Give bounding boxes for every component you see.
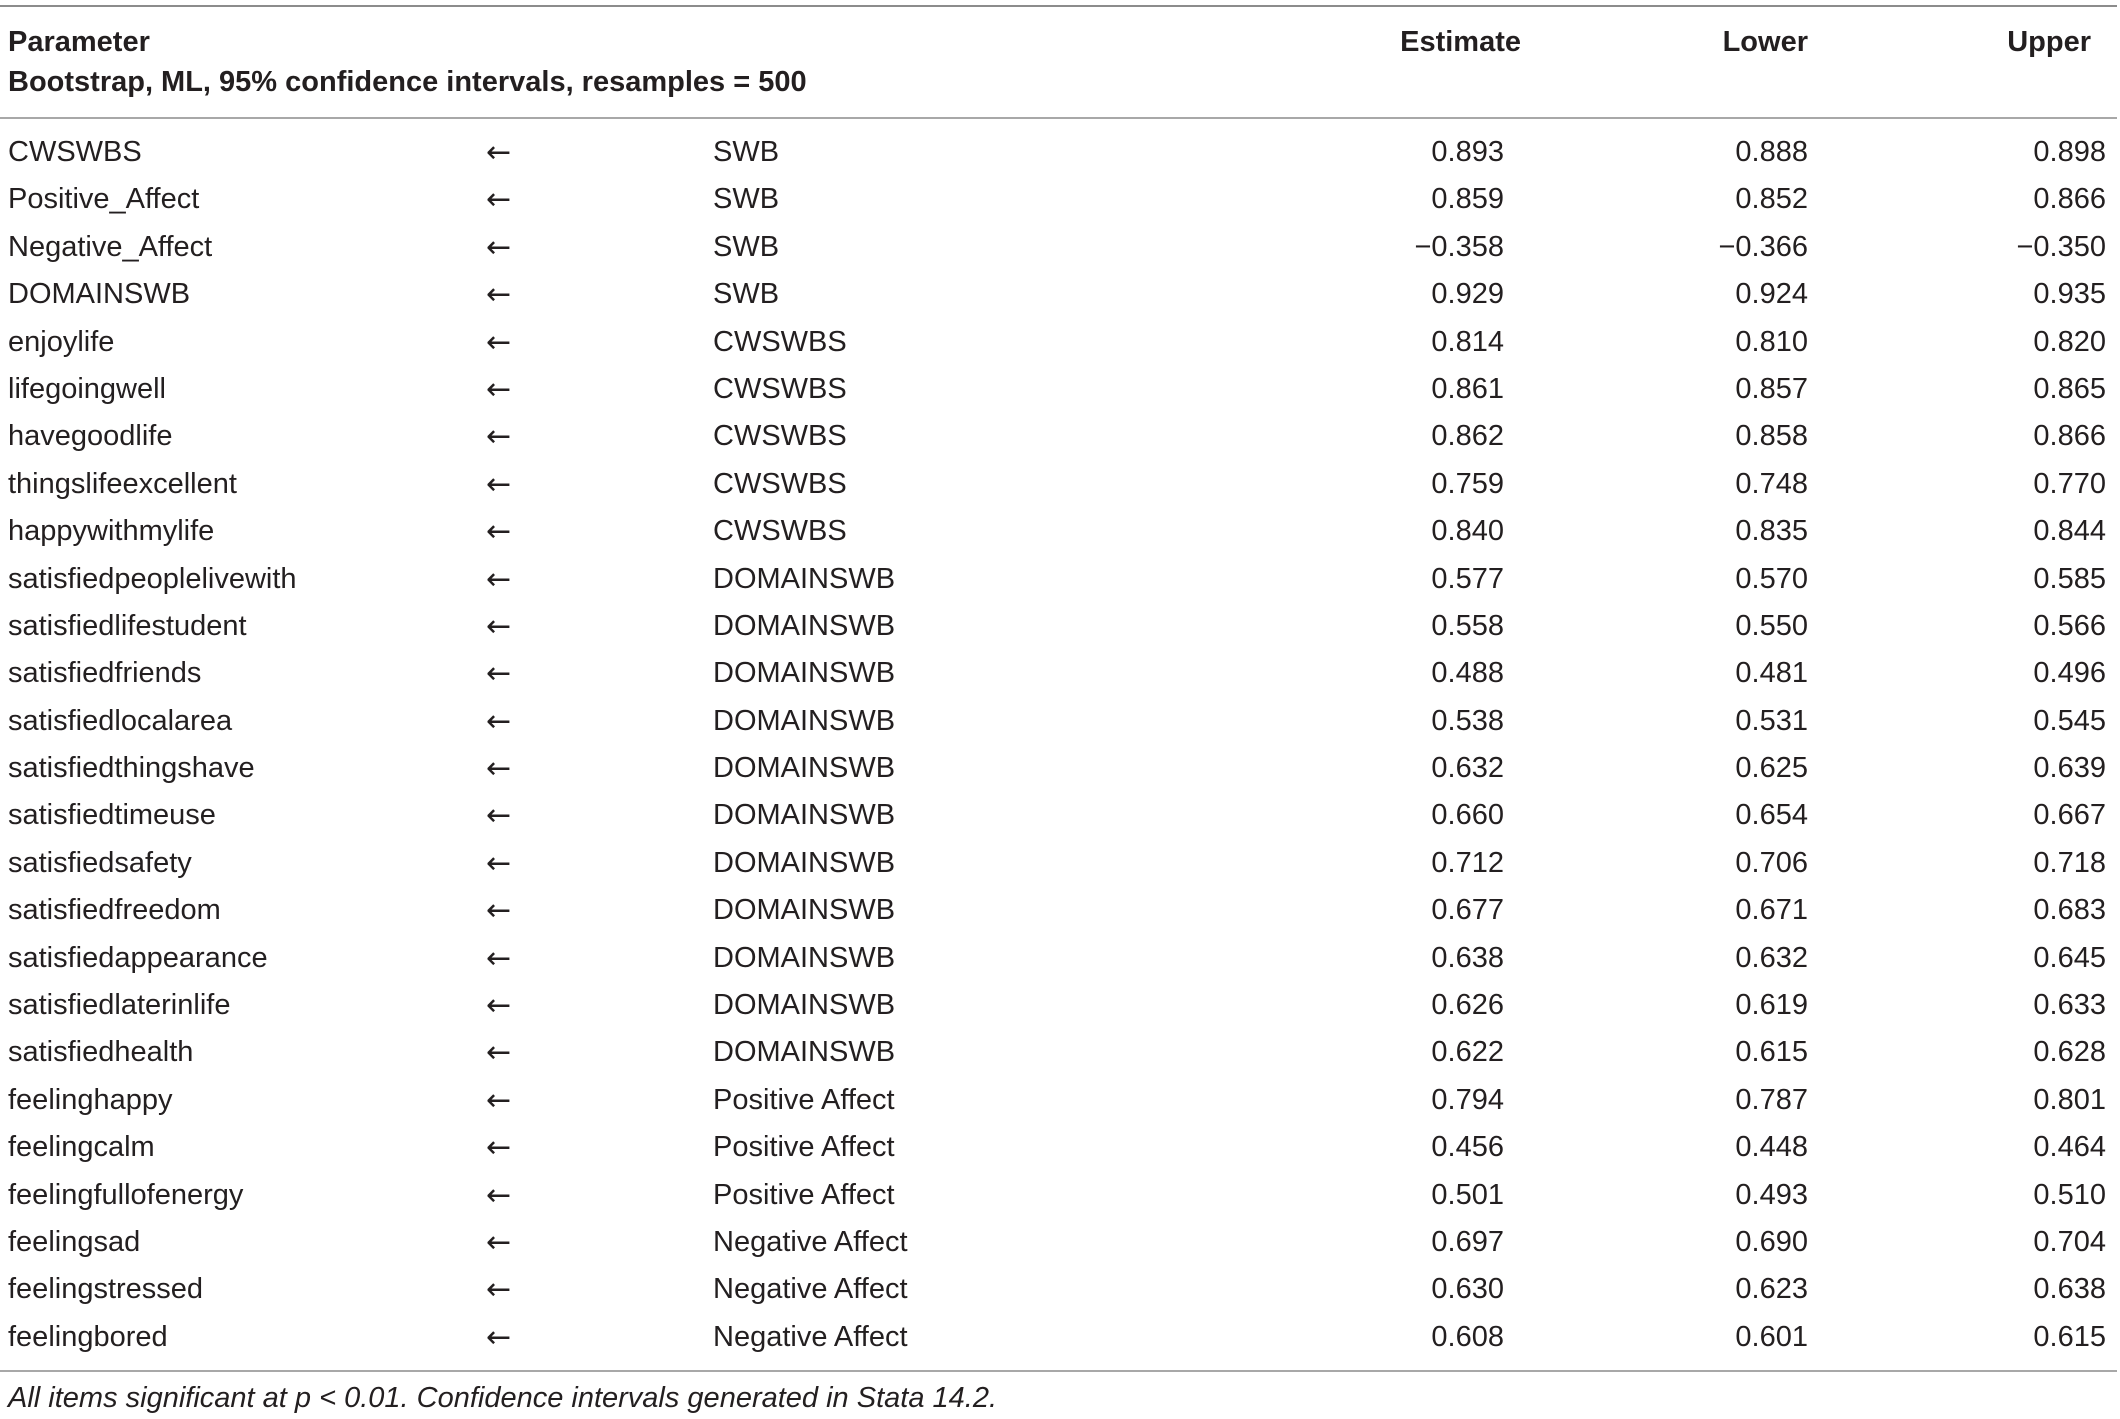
cell-estimate: −0.358 <box>1414 230 1504 263</box>
cell-target: SWB <box>713 136 780 168</box>
arrow-icon: ← <box>486 324 512 360</box>
cell-upper: 0.628 <box>2033 1036 2106 1069</box>
table-row <box>0 1077 2120 1124</box>
cell-upper: 0.496 <box>2033 657 2106 690</box>
table-row <box>0 508 2120 555</box>
cell-estimate: 0.558 <box>1431 609 1504 642</box>
cell-lower: 0.671 <box>1735 894 1808 927</box>
table-row <box>0 650 2120 697</box>
cell-lower: 0.924 <box>1735 278 1808 311</box>
cell-upper: 0.898 <box>2033 136 2106 168</box>
cell-parameter: feelingstressed <box>8 1273 204 1306</box>
arrow-icon: ← <box>486 656 512 692</box>
cell-estimate: 0.840 <box>1431 515 1504 548</box>
cell-estimate: 0.488 <box>1431 657 1504 690</box>
cell-parameter: DOMAINSWB <box>8 278 191 311</box>
cell-lower: 0.481 <box>1735 657 1808 690</box>
table-body <box>0 129 2120 1361</box>
cell-target: Positive Affect <box>713 1178 895 1211</box>
cell-lower: 0.852 <box>1735 183 1808 216</box>
cell-upper: 0.820 <box>2033 325 2106 358</box>
header-subtitle: Bootstrap, ML, 95% confidence intervals, resamples = 500 <box>8 66 807 98</box>
cell-lower: 0.888 <box>1735 136 1808 168</box>
cell-estimate: 0.712 <box>1431 846 1504 879</box>
cell-lower: 0.531 <box>1735 704 1808 737</box>
cell-target: Positive Affect <box>713 1083 895 1116</box>
cell-estimate: 0.538 <box>1431 704 1504 737</box>
cell-target: CWSWBS <box>713 420 847 453</box>
arrow-icon: ← <box>486 1177 512 1213</box>
cell-parameter: Negative_Affect <box>8 230 213 263</box>
cell-target: DOMAINSWB <box>713 846 896 879</box>
cell-parameter: Positive_Affect <box>8 183 200 216</box>
cell-estimate: 0.660 <box>1431 799 1504 832</box>
cell-estimate: 0.632 <box>1431 752 1504 785</box>
arrow-icon: ← <box>486 845 512 881</box>
cell-estimate: 0.697 <box>1431 1225 1504 1258</box>
table-row <box>0 603 2120 650</box>
table-bottom-rule <box>0 1370 2117 1372</box>
cell-target: DOMAINSWB <box>713 894 896 927</box>
cell-upper: 0.639 <box>2033 752 2106 785</box>
cell-target: CWSWBS <box>713 372 847 405</box>
header-lower: Lower <box>1722 26 1808 58</box>
table-row <box>0 224 2120 271</box>
cell-lower: 0.654 <box>1735 799 1808 832</box>
cell-target: CWSWBS <box>713 325 847 358</box>
cell-lower: 0.448 <box>1735 1131 1808 1164</box>
table-row <box>0 792 2120 839</box>
arrow-icon: ← <box>486 703 512 739</box>
table-row <box>0 935 2120 982</box>
cell-upper: 0.683 <box>2033 894 2106 927</box>
cell-target: DOMAINSWB <box>713 704 896 737</box>
cell-upper: −0.350 <box>2016 230 2106 263</box>
arrow-icon: ← <box>486 940 512 976</box>
cell-lower: 0.632 <box>1735 941 1808 974</box>
table-row <box>0 366 2120 413</box>
cell-lower: 0.623 <box>1735 1273 1808 1306</box>
cell-estimate: 0.456 <box>1431 1131 1504 1164</box>
cell-upper: 0.585 <box>2033 562 2106 595</box>
cell-upper: 0.801 <box>2033 1083 2106 1116</box>
arrow-icon: ← <box>486 514 512 550</box>
cell-target: DOMAINSWB <box>713 657 896 690</box>
cell-estimate: 0.630 <box>1431 1273 1504 1306</box>
cell-parameter: feelingfullofenergy <box>8 1178 244 1211</box>
header-parameter: Parameter <box>8 26 150 58</box>
cell-estimate: 0.677 <box>1431 894 1504 927</box>
cell-target: SWB <box>713 230 780 263</box>
arrow-icon: ← <box>486 1319 512 1355</box>
cell-target: DOMAINSWB <box>713 562 896 595</box>
cell-estimate: 0.794 <box>1431 1083 1504 1116</box>
table-row <box>0 1219 2120 1266</box>
cell-parameter: thingslifeexcellent <box>8 467 237 500</box>
cell-target: Negative Affect <box>713 1273 908 1306</box>
cell-upper: 0.866 <box>2033 420 2106 453</box>
cell-lower: 0.787 <box>1735 1083 1808 1116</box>
cell-parameter: satisfiedpeoplelivewith <box>8 562 297 595</box>
cell-estimate: 0.577 <box>1431 562 1504 595</box>
table-row <box>0 461 2120 508</box>
cell-target: DOMAINSWB <box>713 941 896 974</box>
cell-estimate: 0.626 <box>1431 989 1504 1022</box>
cell-estimate: 0.861 <box>1431 372 1504 405</box>
table-header <box>0 14 2120 104</box>
cell-parameter: havegoodlife <box>8 420 173 453</box>
arrow-icon: ← <box>486 466 512 502</box>
arrow-icon: ← <box>486 229 512 265</box>
cell-parameter: satisfiedlocalarea <box>8 704 233 737</box>
cell-target: SWB <box>713 183 780 216</box>
table-row <box>0 1314 2120 1361</box>
cell-target: DOMAINSWB <box>713 1036 896 1069</box>
cell-upper: 0.615 <box>2033 1320 2106 1353</box>
table-row <box>0 840 2120 887</box>
arrow-icon: ← <box>486 561 512 597</box>
cell-upper: 0.718 <box>2033 846 2106 879</box>
cell-lower: 0.550 <box>1735 609 1808 642</box>
cell-lower: 0.810 <box>1735 325 1808 358</box>
table-footnote: All items significant at p < 0.01. Confidence intervals generated in Stata 14.2. <box>8 1382 998 1414</box>
cell-upper: 0.638 <box>2033 1273 2106 1306</box>
cell-parameter: satisfiedthingshave <box>8 752 255 785</box>
cell-lower: 0.835 <box>1735 515 1808 548</box>
header-estimate: Estimate <box>1400 26 1521 58</box>
table-row <box>0 556 2120 603</box>
cell-lower: 0.601 <box>1735 1320 1808 1353</box>
cell-target: DOMAINSWB <box>713 989 896 1022</box>
table-row <box>0 319 2120 366</box>
cell-parameter: satisfiedhealth <box>8 1036 194 1069</box>
table-row <box>0 271 2120 318</box>
cell-lower: 0.570 <box>1735 562 1808 595</box>
cell-target: Positive Affect <box>713 1131 895 1164</box>
cell-upper: 0.566 <box>2033 609 2106 642</box>
cell-estimate: 0.608 <box>1431 1320 1504 1353</box>
cell-lower: 0.858 <box>1735 420 1808 453</box>
table-row <box>0 982 2120 1029</box>
cell-lower: 0.706 <box>1735 846 1808 879</box>
cell-lower: −0.366 <box>1718 230 1808 263</box>
cell-parameter: enjoylife <box>8 325 115 358</box>
arrow-icon: ← <box>486 751 512 787</box>
cell-estimate: 0.759 <box>1431 467 1504 500</box>
cell-parameter: feelingbored <box>8 1320 168 1353</box>
cell-parameter: satisfiedfreedom <box>8 894 221 927</box>
arrow-icon: ← <box>486 1224 512 1260</box>
arrow-icon: ← <box>486 608 512 644</box>
cell-lower: 0.748 <box>1735 467 1808 500</box>
cell-upper: 0.464 <box>2033 1131 2106 1164</box>
cell-parameter: feelingcalm <box>8 1131 155 1164</box>
cell-parameter: satisfiedsafety <box>8 846 192 879</box>
cell-target: DOMAINSWB <box>713 752 896 785</box>
table-row <box>0 1124 2120 1171</box>
cell-upper: 0.667 <box>2033 799 2106 832</box>
cell-parameter: satisfiedappearance <box>8 941 268 974</box>
cell-target: DOMAINSWB <box>713 799 896 832</box>
arrow-icon: ← <box>486 135 512 170</box>
cell-estimate: 0.501 <box>1431 1178 1504 1211</box>
cell-parameter: lifegoingwell <box>8 372 166 405</box>
cell-estimate: 0.893 <box>1431 136 1504 168</box>
header-upper: Upper <box>2007 26 2091 58</box>
arrow-icon: ← <box>486 1082 512 1118</box>
cell-target: DOMAINSWB <box>713 609 896 642</box>
cell-lower: 0.493 <box>1735 1178 1808 1211</box>
cell-upper: 0.545 <box>2033 704 2106 737</box>
arrow-icon: ← <box>486 1272 512 1308</box>
cell-estimate: 0.929 <box>1431 278 1504 311</box>
cell-lower: 0.619 <box>1735 989 1808 1022</box>
table-row <box>0 698 2120 745</box>
cell-target: CWSWBS <box>713 515 847 548</box>
cell-target: Negative Affect <box>713 1320 908 1353</box>
cell-target: Negative Affect <box>713 1225 908 1258</box>
arrow-icon: ← <box>486 277 512 313</box>
cell-parameter: satisfiedlaterinlife <box>8 989 231 1022</box>
arrow-icon: ← <box>486 419 512 455</box>
table-row <box>0 745 2120 792</box>
cell-parameter: satisfiedfriends <box>8 657 202 690</box>
cell-upper: 0.645 <box>2033 941 2106 974</box>
table-row <box>0 129 2120 176</box>
cell-upper: 0.844 <box>2033 515 2106 548</box>
cell-estimate: 0.859 <box>1431 183 1504 216</box>
arrow-icon: ← <box>486 988 512 1024</box>
cell-lower: 0.690 <box>1735 1225 1808 1258</box>
cell-parameter: feelingsad <box>8 1225 141 1258</box>
table-row <box>0 176 2120 223</box>
cell-upper: 0.865 <box>2033 372 2106 405</box>
cell-parameter: satisfiedlifestudent <box>8 609 247 642</box>
cell-estimate: 0.638 <box>1431 941 1504 974</box>
cell-upper: 0.935 <box>2033 278 2106 311</box>
arrow-icon: ← <box>486 371 512 407</box>
cell-estimate: 0.622 <box>1431 1036 1504 1069</box>
cell-target: SWB <box>713 278 780 311</box>
cell-lower: 0.857 <box>1735 372 1808 405</box>
cell-parameter: CWSWBS <box>8 136 142 168</box>
cell-lower: 0.625 <box>1735 752 1808 785</box>
cell-target: CWSWBS <box>713 467 847 500</box>
arrow-icon: ← <box>486 1130 512 1166</box>
table-header-rule <box>0 117 2117 119</box>
table-row <box>0 413 2120 460</box>
table-row <box>0 1029 2120 1076</box>
cell-upper: 0.866 <box>2033 183 2106 216</box>
table-top-rule <box>0 5 2117 7</box>
cell-parameter: satisfiedtimeuse <box>8 799 216 832</box>
cell-estimate: 0.862 <box>1431 420 1504 453</box>
cell-parameter: happywithmylife <box>8 515 215 548</box>
arrow-icon: ← <box>486 182 512 218</box>
cell-parameter: feelinghappy <box>8 1083 173 1116</box>
cell-upper: 0.510 <box>2033 1178 2106 1211</box>
arrow-icon: ← <box>486 798 512 834</box>
arrow-icon: ← <box>486 1035 512 1071</box>
table-row <box>0 1266 2120 1313</box>
cell-upper: 0.633 <box>2033 989 2106 1022</box>
cell-lower: 0.615 <box>1735 1036 1808 1069</box>
arrow-icon: ← <box>486 893 512 929</box>
table-row <box>0 1172 2120 1219</box>
cell-estimate: 0.814 <box>1431 325 1504 358</box>
cell-upper: 0.704 <box>2033 1225 2106 1258</box>
table-row <box>0 887 2120 934</box>
cell-upper: 0.770 <box>2033 467 2106 500</box>
